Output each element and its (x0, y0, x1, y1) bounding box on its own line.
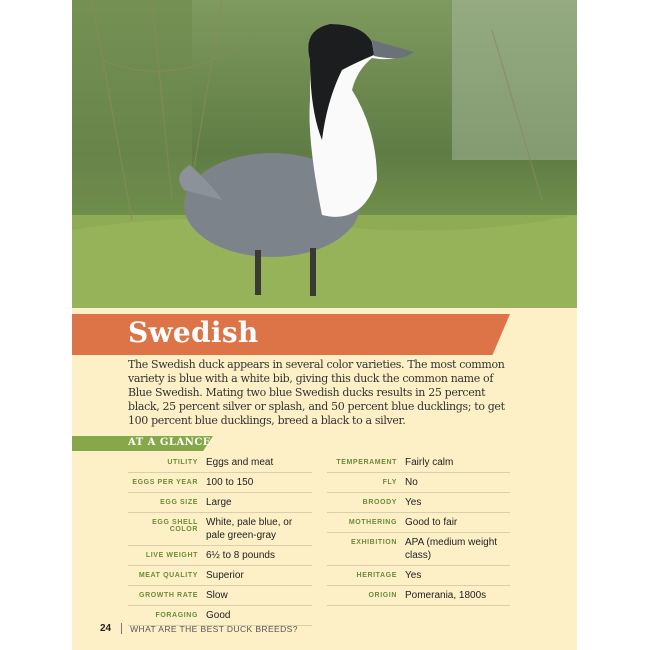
glance-label: EGGS PER YEAR (132, 479, 198, 486)
glance-label: EGG SIZE (160, 499, 198, 506)
glance-value: Fairly calm (405, 457, 454, 468)
glance-row (128, 566, 312, 586)
glance-row (327, 586, 510, 606)
breed-title: Swedish (128, 316, 259, 349)
glance-row (327, 533, 510, 566)
glance-value: Yes (405, 497, 422, 508)
glance-value: 6½ to 8 pounds (206, 550, 275, 561)
glance-label: GROWTH RATE (139, 592, 198, 599)
glance-value: Pomerania, 1800s (405, 590, 487, 601)
glance-label: EGG SHELL COLOR (152, 519, 198, 533)
glance-row (128, 493, 312, 513)
glance-label: UTILITY (167, 459, 198, 466)
breed-intro: The Swedish duck appears in several color varieties. The most common variety is blue with a white bib, giving this duck the common name of Blue Swedish. Mating two blue Swedish ducks results in 25 percent black, 25 percent silver or splash, and 50 percent blue ducklings; to get 100 percent blue ducklings, breed a black to a silver. (128, 358, 505, 427)
glance-row (327, 566, 510, 586)
glance-row (327, 493, 510, 513)
page-footer (100, 623, 298, 634)
glance-label: TEMPERAMENT (336, 459, 397, 466)
glance-label: HERITAGE (356, 572, 397, 579)
glance-row (128, 586, 312, 606)
glance-row (128, 453, 312, 473)
glance-value: Slow (206, 590, 228, 601)
glance-heading: AT A GLANCE (128, 437, 211, 448)
glance-row (327, 513, 510, 533)
glance-value: 100 to 150 (206, 477, 254, 488)
page-number: 24 (100, 623, 112, 634)
glance-label: MEAT QUALITY (138, 572, 198, 579)
glance-value: Superior (206, 570, 244, 581)
glance-row (128, 546, 312, 566)
section-title: WHAT ARE THE BEST DUCK BREEDS? (130, 623, 298, 634)
glance-label: MOTHERING (348, 519, 397, 526)
glance-row (327, 453, 510, 473)
glance-value: White, pale blue, or pale green-gray (206, 517, 293, 541)
glance-label: FORAGING (155, 612, 198, 619)
glance-row (128, 473, 312, 493)
glance-value: APA (medium weight class) (405, 537, 498, 561)
glance-row (128, 513, 312, 546)
glance-value: Eggs and meat (206, 457, 274, 468)
footer-divider (121, 623, 122, 634)
glance-label: LIVE WEIGHT (145, 552, 198, 559)
glance-value: Good (206, 610, 231, 621)
glance-value: Yes (405, 570, 422, 581)
glance-table-left (128, 453, 312, 626)
glance-row (327, 473, 510, 493)
duck-photo (72, 0, 577, 308)
glance-value: Good to fair (405, 517, 458, 528)
glance-value: Large (206, 497, 232, 508)
glance-label: BROODY (362, 499, 397, 506)
glance-label: ORIGIN (368, 592, 397, 599)
glance-label: FLY (382, 479, 397, 486)
book-page (72, 0, 577, 650)
glance-label: EXHIBITION (350, 539, 397, 546)
glance-table-right (327, 453, 510, 606)
glance-value: No (405, 477, 418, 488)
